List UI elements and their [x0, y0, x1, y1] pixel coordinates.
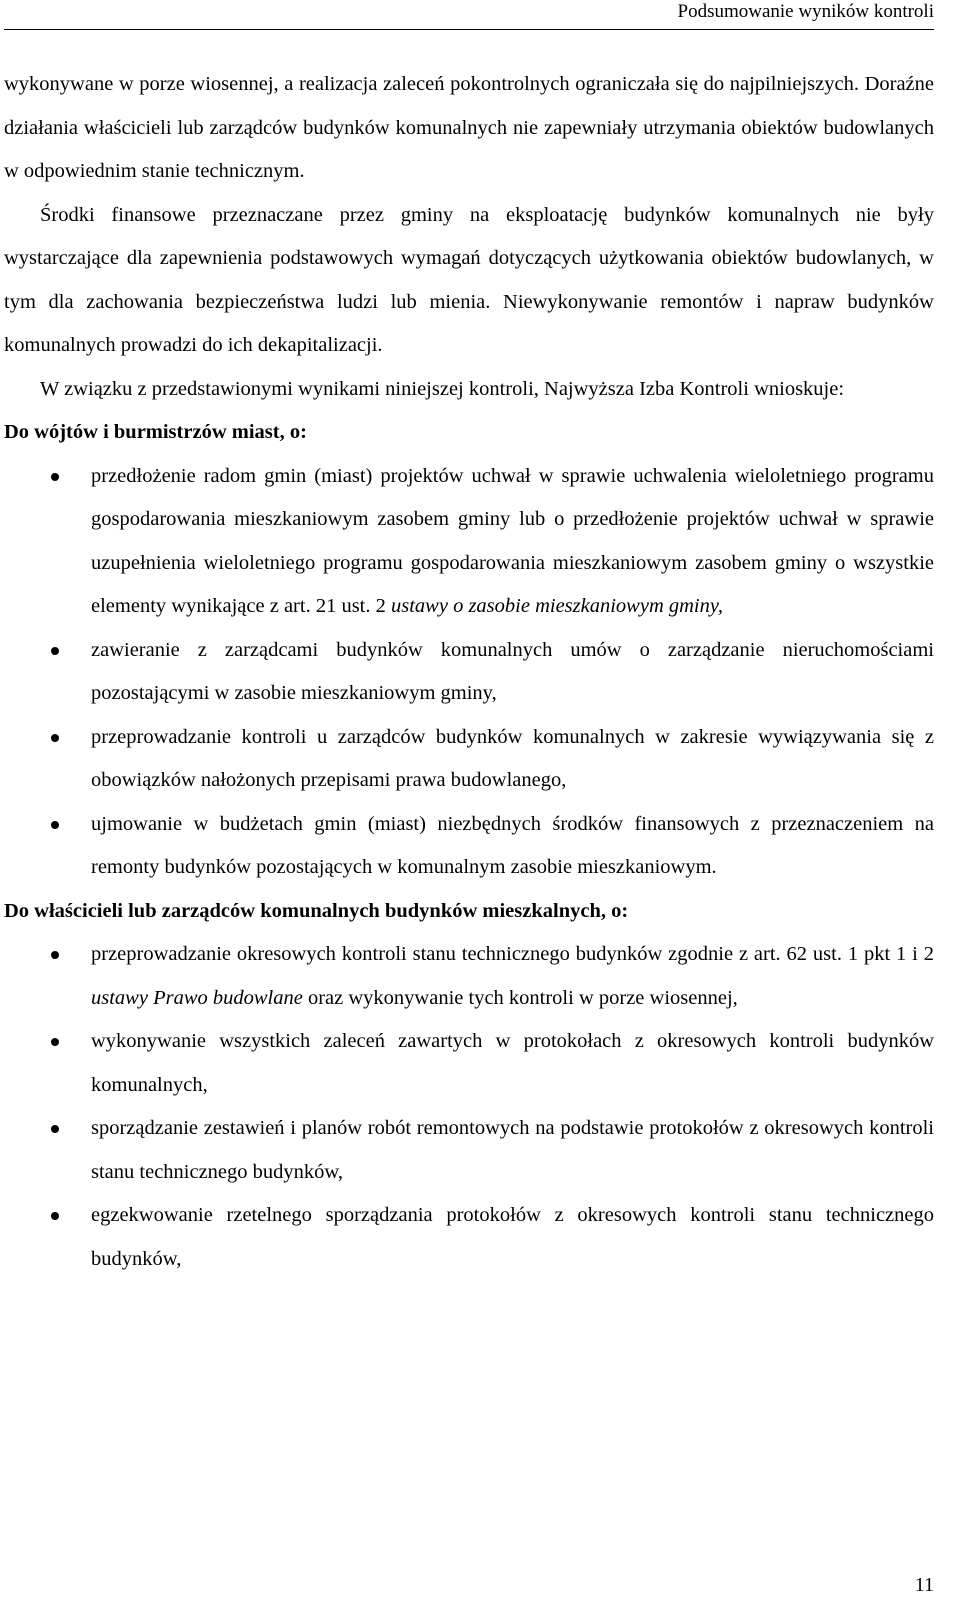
bullet-icon	[51, 951, 59, 959]
recommendations-list-mayors	[4, 455, 934, 890]
bullet-icon	[51, 473, 59, 481]
list-item-text: ujmowanie w budżetach gmin (miast) niezbędnych środków finansowych z przeznaczeniem na remonty budynków pozostających w komunalnym zasobie mieszkaniowym.	[91, 812, 934, 878]
bullet-icon	[51, 647, 59, 655]
list-item-text: wykonywanie wszystkich zaleceń zawartych w protokołach z okresowych kontroli budynków komunalnych,	[91, 1030, 934, 1096]
bullet-icon	[51, 821, 59, 829]
list-item-text: przeprowadzanie kontroli u zarządców budynków komunalnych w zakresie wywiązywania się z obowiązków nałożonych przepisami prawa budowlanego,	[91, 725, 934, 791]
page-number: 11	[914, 1574, 934, 1596]
running-title: Podsumowanie wyników kontroli	[677, 1, 934, 22]
document-body	[4, 63, 934, 1281]
list-item	[91, 933, 934, 1020]
bullet-icon	[51, 1038, 59, 1046]
list-item	[91, 803, 934, 890]
list-item-text: przedłożenie radom gmin (miast) projektów uchwał w sprawie uchwalenia wieloletniego programu gospodarowania mieszkaniowym zasobem gminy lub o przedłożenie projektów uchwał w sprawie uzupełnienia wieloletniego programu gospodarowania mieszkaniowym zasobem gminy o wszystkie elementy wynikające z art. 21 ust. 2	[91, 464, 934, 617]
bullet-icon	[51, 734, 59, 742]
section-heading-mayors: Do wójtów i burmistrzów miast, o:	[4, 421, 307, 443]
list-item-text: egzekwowanie rzetelnego sporządzania protokołów z okresowych kontroli stanu technicznego budynków,	[91, 1204, 934, 1270]
paragraph-conclusions-intro: W związku z przedstawionymi wynikami niniejszej kontroli, Najwyższa Izba Kontroli wnioskuje:	[40, 377, 845, 400]
section-heading-owners: Do właścicieli lub zarządców komunalnych budynków mieszkalnych, o:	[4, 899, 629, 922]
list-item-text: zawieranie z zarządcami budynków komunalnych umów o zarządzanie nieruchomościami pozostającymi w zasobie mieszkaniowym gminy,	[91, 638, 934, 704]
paragraph-funding: Środki finansowe przeznaczane przez gminy na eksploatację budynków komunalnych nie były wystarczające dla zapewnienia podstawowych wymagań dotyczących użytkowania obiektów budowlanych, w tym dla zachowania bezpieczeństwa ludzi lub mienia. Niewykonywanie remontów i napraw budynków komunalnych prowadzi do ich dekapitalizacji.	[4, 203, 934, 356]
list-item	[91, 1107, 934, 1194]
paragraph-continuation: wykonywane w porze wiosennej, a realizacja zaleceń pokontrolnych ograniczała się do najpilniejszych. Doraźne działania właścicieli lub zarządców budynków komunalnych nie zapewniały utrzymania obiektów budowlanych w odpowiednim stanie technicznym.	[4, 73, 934, 182]
list-item	[91, 455, 934, 629]
list-item-text: sporządzanie zestawień i planów robót remontowych na podstawie protokołów z okresowych kontroli stanu technicznego budynków,	[91, 1117, 934, 1183]
recommendations-list-owners	[4, 933, 934, 1281]
list-item	[91, 629, 934, 716]
list-item-text-after: oraz wykonywanie tych kontroli w porze wiosennej,	[302, 986, 738, 1009]
list-item-text: przeprowadzanie okresowych kontroli stanu technicznego budynków zgodnie z art. 62 ust. 1 pkt 1 i 2	[91, 943, 934, 965]
list-item-italic-text: ustawy o zasobie mieszkaniowym gminy,	[391, 595, 723, 617]
list-item	[91, 716, 934, 803]
bullet-icon	[51, 1125, 59, 1133]
list-item-italic-text: ustawy Prawo budowlane	[91, 986, 303, 1009]
bullet-icon	[51, 1212, 59, 1220]
list-item	[91, 1194, 934, 1281]
list-item	[91, 1020, 934, 1107]
page-header	[4, 0, 934, 30]
